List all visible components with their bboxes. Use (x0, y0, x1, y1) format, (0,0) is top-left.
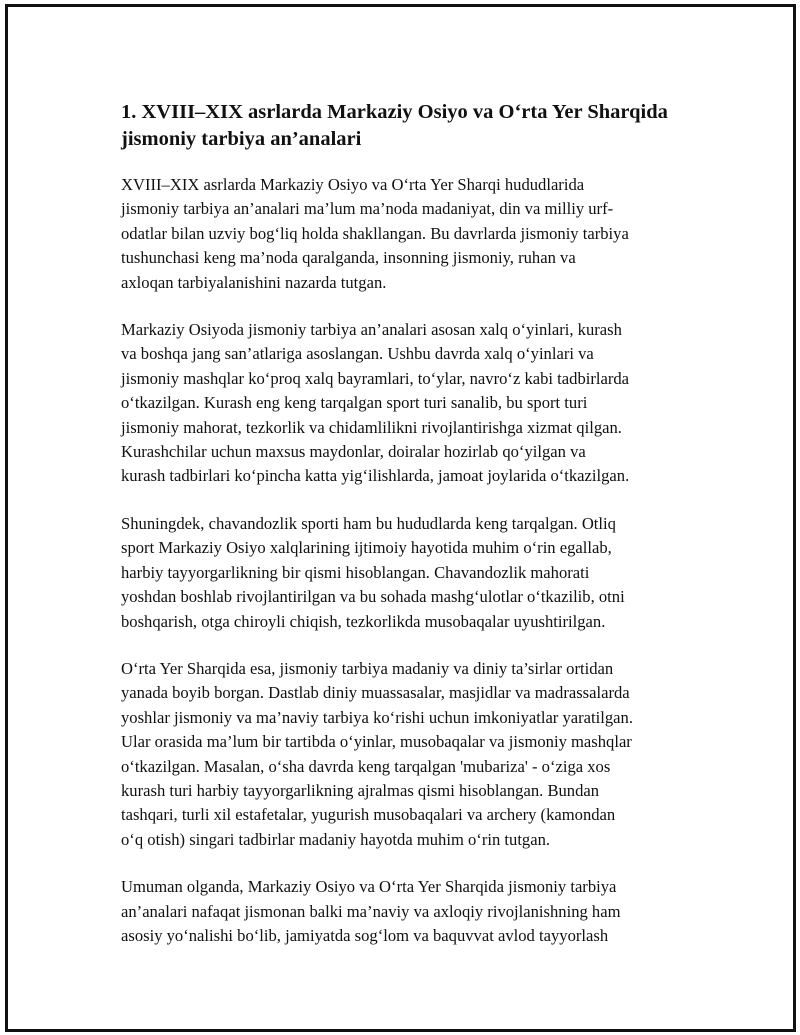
text-line: asosiy yo‘nalishi bo‘lib, jamiyatda sog‘lom va baquvvat avlod tayyorlash (121, 925, 609, 945)
section-heading (121, 99, 701, 153)
text-line: jismoniy tarbiya an’analari ma’lum ma’noda madaniyat, din va milliy urf- (121, 199, 614, 219)
text-line: yoshlar jismoniy va ma’naviy tarbiya ko‘rishi uchun imkoniyatlar yaratilgan. (121, 707, 633, 727)
paragraph (121, 173, 701, 295)
text-line: Umuman olganda, Markaziy Osiyo va O‘rta Yer Sharqida jismoniy tarbiya (121, 877, 617, 897)
text-line: tashqari, turli xil estafetalar, yugurish musobaqalari va archery (kamondan (121, 805, 616, 825)
text-line: jismoniy mashqlar ko‘proq xalq bayramlari, to‘ylar, navro‘z kabi tadbirlarda (121, 368, 630, 388)
text-line: boshqarish, otga chiroyli chiqish, tezkorlikda musobaqalar uyushtirilgan. (121, 611, 606, 631)
heading-line: 1. XVIII–XIX asrlarda Markaziy Osiyo va O‘rta Yer Sharqida (121, 101, 668, 123)
text-line: yoshdan boshlab rivojlantirilgan va bu sohada mashg‘ulotlar o‘tkazilib, otni (121, 587, 625, 607)
document-body (121, 99, 701, 971)
paragraph (121, 512, 701, 634)
text-line: jismoniy mahorat, tezkorlik va chidamlilikni rivojlantirishga xizmat qilgan. (121, 417, 622, 437)
text-line: harbiy tayyorgarlikning bir qismi hisoblangan. Chavandozlik mahorati (121, 562, 590, 582)
heading-line: jismoniy tarbiya an’analari (121, 128, 362, 150)
text-line: odatlar bilan uzviy bog‘liq holda shakllangan. Bu davrlarda jismoniy tarbiya (121, 223, 629, 243)
text-line: tushunchasi keng ma’noda qaralganda, insonning jismoniy, ruhan va (121, 248, 576, 268)
text-line: Markaziy Osiyoda jismoniy tarbiya an’analari asosan xalq o‘yinlari, kurash (121, 320, 622, 340)
text-line: Kurashchilar uchun maxsus maydonlar, doiralar hozirlab qo‘yilgan va (121, 442, 586, 462)
text-line: Ular orasida ma’lum bir tartibda o‘yinlar, musobaqalar va jismoniy mashqlar (121, 732, 632, 752)
text-line: yanada boyib borgan. Dastlab diniy muassasalar, masjidlar va madrassalarda (121, 683, 630, 703)
text-line: kurash turi harbiy tayyorgarlikning ajralmas qismi hisoblangan. Bundan (121, 780, 600, 800)
text-line: o‘tkazilgan. Kurash eng keng tarqalgan sport turi sanalib, bu sport turi (121, 393, 588, 413)
text-line: axloqan tarbiyalanishini nazarda tutgan. (121, 272, 387, 292)
paragraph (121, 657, 701, 852)
text-line: va boshqa jang san’atlariga asoslangan. Ushbu davrda xalq o‘yinlari va (121, 344, 594, 364)
paragraph (121, 875, 701, 948)
text-line: o‘tkazilgan. Masalan, o‘sha davrda keng tarqalgan 'mubariza' - o‘ziga xos (121, 756, 611, 776)
text-line: O‘rta Yer Sharqida esa, jismoniy tarbiya madaniy va diniy ta’sirlar ortidan (121, 658, 614, 678)
paragraph (121, 318, 701, 489)
text-line: sport Markaziy Osiyo xalqlarining ijtimoiy hayotida muhim o‘rin egallab, (121, 538, 612, 558)
text-line: Shuningdek, chavandozlik sporti ham bu hududlarda keng tarqalgan. Otliq (121, 513, 616, 533)
text-line: kurash tadbirlari ko‘pincha katta yig‘ilishlarda, jamoat joylarida o‘tkazilgan. (121, 466, 630, 486)
text-line: XVIII–XIX asrlarda Markaziy Osiyo va O‘rta Yer Sharqi hududlarida (121, 175, 585, 194)
page-frame (5, 4, 796, 1032)
text-line: o‘q otish) singari tadbirlar madaniy hayotda muhim o‘rin tutgan. (121, 829, 551, 849)
text-line: an’analari nafaqat jismonan balki ma’naviy va axloqiy rivojlanishning ham (121, 901, 621, 921)
